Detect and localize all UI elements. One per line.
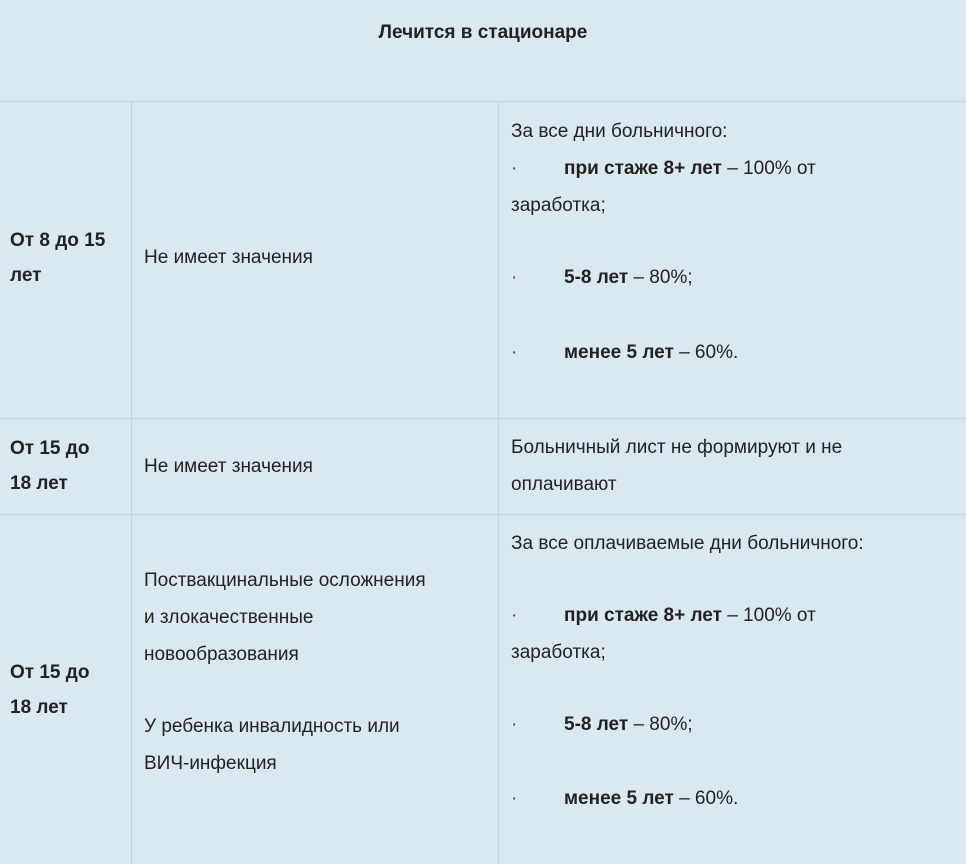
age-text: От 15 до [10,662,90,683]
payment-text: оплачивают [511,474,617,495]
condition-text: ВИЧ-инфекция [144,753,277,774]
payment-tier [511,150,816,187]
tier-label: при стаже 8+ лет [564,605,722,626]
tier-value: – 60%. [673,342,739,363]
age-cell [10,223,105,293]
bullet-icon: · [511,714,518,735]
age-cell [10,655,89,725]
payment-cell [511,113,816,371]
bullet-icon: · [511,342,518,363]
tier-value: – 100% от [721,158,816,179]
payment-tier [511,780,864,817]
payment-intro: За все дни больничного: [511,121,728,142]
bullet-icon: · [511,267,518,288]
age-text: 18 лет [10,473,68,494]
tier-value: – 80%; [628,714,693,735]
table-row [0,102,966,419]
header-title: Лечится в стационаре [378,22,588,43]
condition-text: и злокачественные [144,607,314,628]
condition-cell [144,448,313,485]
condition-cell [144,562,426,782]
age-cell [10,431,89,501]
tier-label: менее 5 лет [564,788,674,809]
table-row [0,419,966,515]
age-text: От 8 до 15 [10,230,106,251]
table-header [0,0,966,102]
payment-tier [511,259,727,296]
tier-label: менее 5 лет [564,342,674,363]
condition-text: Не имеет значения [144,456,313,477]
age-text: 18 лет [10,697,68,718]
payment-tier [511,334,739,371]
payment-tier [511,706,864,743]
condition-text: Поствакцинальные осложнения [144,570,426,591]
tier-label: 5-8 лет [564,267,629,288]
condition-cell [144,239,313,276]
tier-value: – 100% от [721,605,816,626]
condition-text: новообразования [144,644,299,665]
tier-value: – 60%. [673,788,739,809]
age-text: От 15 до [10,438,90,459]
tier-label: при стаже 8+ лет [564,158,722,179]
age-text: лет [10,265,42,286]
tier-continuation: заработка; [511,642,606,663]
condition-text: У ребенка инвалидность или [144,716,400,737]
payment-cell [511,429,842,503]
bullet-icon: · [511,605,518,626]
table-row [0,515,966,864]
tier-value: – 80%; [628,267,693,288]
condition-text: Не имеет значения [144,247,313,268]
payment-tier [511,597,864,634]
bullet-icon: · [511,158,518,179]
payment-cell [511,525,864,817]
tier-label: 5-8 лет [564,714,629,735]
payment-text: Больничный лист не формируют и не [511,437,843,458]
tier-continuation: заработка; [511,195,606,216]
bullet-icon: · [511,788,518,809]
payment-intro: За все оплачиваемые дни больничного: [511,533,864,554]
